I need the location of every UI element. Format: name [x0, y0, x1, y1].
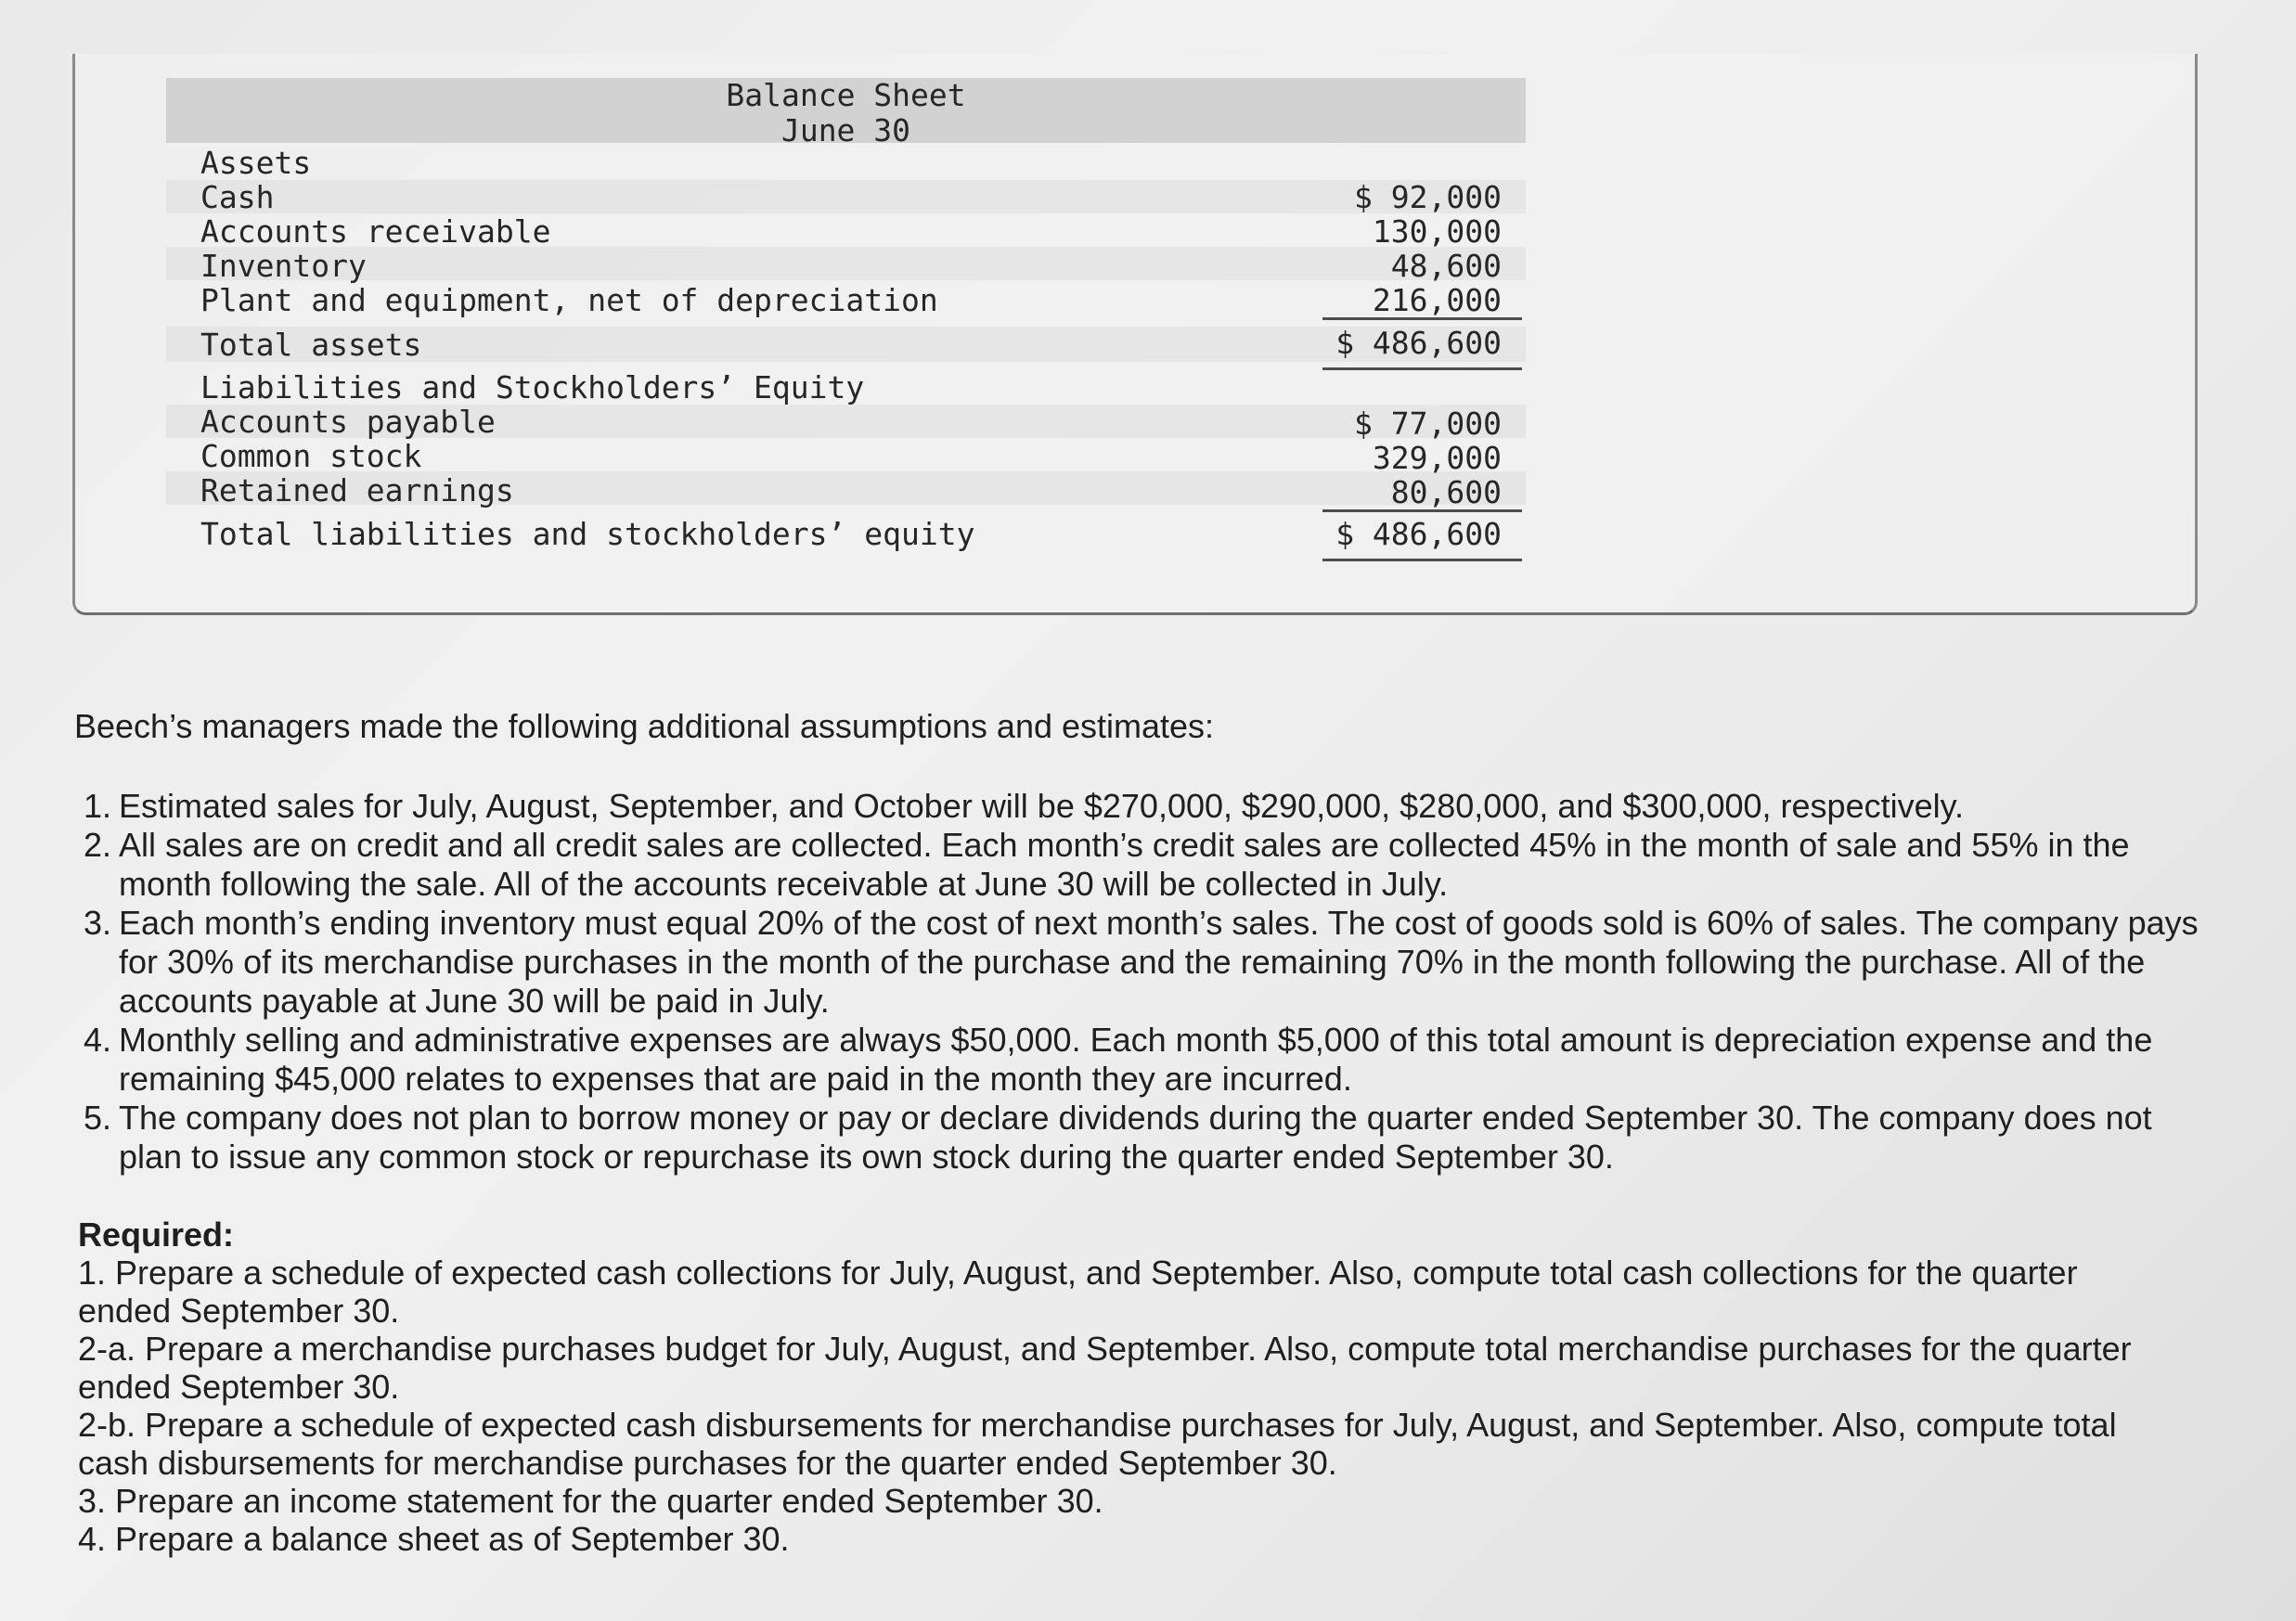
total-rule — [1322, 367, 1522, 370]
assumption-number: 2. — [84, 826, 112, 864]
assumptions-list — [74, 787, 2209, 1177]
balance-sheet-date: June 30 — [780, 112, 911, 148]
assumption-item — [74, 1099, 2209, 1177]
asset-label-inventory: Inventory — [200, 248, 367, 284]
assumption-item — [74, 787, 2209, 826]
total-liabilities-value: $ 486,600 — [1335, 516, 1502, 552]
balance-sheet-header — [166, 77, 1526, 148]
asset-value-plant-equipment: 216,000 — [1372, 282, 1502, 318]
assumption-item — [74, 826, 2209, 904]
required-item: 2-a. Prepare a merchandise purchases budget for July, August, and September. Also, compute total merchandise purchases for the quarter ended September 30. — [78, 1330, 2132, 1406]
assumption-text: Estimated sales for July, August, September, and October will be $270,000, $290,000, $280,000, and $300,000, respectively. — [119, 787, 1964, 825]
required-item: 2-b. Prepare a schedule of expected cash disbursements for merchandise purchases for July, August, and September. Also, compute total cash disbursements for merchandise purchases for the quarter ended September 30. — [78, 1406, 2117, 1482]
liability-label-accounts-payable: Accounts payable — [200, 404, 496, 440]
assumption-number: 4. — [84, 1021, 112, 1059]
equity-value-common-stock: 329,000 — [1372, 440, 1502, 476]
assumption-text: The company does not plan to borrow money or pay or declare dividends during the quarter ended September 30. The company does not plan to issue any common stock or repurchase its own stock during the quarter ended September 30. — [119, 1099, 2152, 1176]
asset-value-cash: $ 92,000 — [1354, 179, 1502, 215]
assets-heading: Assets — [200, 145, 312, 181]
subtotal-rule — [1322, 317, 1522, 320]
asset-value-accounts-receivable: 130,000 — [1372, 213, 1502, 250]
liabilities-heading: Liabilities and Stockholders’ Equity — [200, 369, 865, 405]
subtotal-rule — [1322, 509, 1522, 512]
required-heading: Required: — [78, 1216, 235, 1254]
assumption-number: 5. — [84, 1099, 112, 1137]
liability-value-accounts-payable: $ 77,000 — [1354, 405, 1502, 442]
total-assets-label: Total assets — [200, 327, 422, 363]
balance-sheet-title: Balance Sheet — [726, 77, 966, 113]
asset-label-cash: Cash — [200, 179, 275, 215]
total-liabilities-label: Total liabilities and stockholders’ equity — [200, 516, 975, 552]
assumption-number: 3. — [84, 904, 112, 942]
asset-value-inventory: 48,600 — [1390, 248, 1502, 284]
required-item: 3. Prepare an income statement for the quarter ended September 30. — [78, 1482, 1103, 1520]
equity-label-retained-earnings: Retained earnings — [200, 472, 514, 508]
assumption-item — [74, 1021, 2209, 1099]
required-section — [78, 1216, 2175, 1558]
total-assets-value: $ 486,600 — [1335, 325, 1502, 361]
assumption-item — [74, 904, 2209, 1021]
assumption-text: All sales are on credit and all credit sales are collected. Each month’s credit sales are collected 45% in the month of sale and 55% in the month following the sale. All of the accounts receivable at June 30 will be collected in July. — [119, 826, 2130, 903]
row-band — [166, 180, 1526, 213]
assumption-number: 1. — [84, 787, 112, 825]
assumption-text: Monthly selling and administrative expenses are always $50,000. Each month $5,000 of this total amount is depreciation expense and the remaining $45,000 relates to expenses that are paid in the month they are incurred. — [119, 1021, 2153, 1098]
total-rule — [1322, 559, 1522, 561]
asset-label-accounts-receivable: Accounts receivable — [200, 213, 551, 250]
assumption-text: Each month’s ending inventory must equal 20% of the cost of next month’s sales. The cost of goods sold is 60% of sales. The company pays for 30% of its merchandise purchases in the month of the purchase and the remaining 70% in the month following the purchase. All of the accounts payable at June 30 will be paid in July. — [119, 904, 2199, 1020]
required-item: 1. Prepare a schedule of expected cash collections for July, August, and September. Also, compute total cash collections for the quarter ended September 30. — [78, 1254, 2078, 1330]
required-item: 4. Prepare a balance sheet as of September 30. — [78, 1520, 790, 1558]
equity-label-common-stock: Common stock — [200, 438, 422, 474]
equity-value-retained-earnings: 80,600 — [1390, 474, 1502, 510]
row-band — [166, 247, 1526, 280]
asset-label-plant-equipment: Plant and equipment, net of depreciation — [200, 282, 938, 318]
assumptions-intro: Beech’s managers made the following additional assumptions and estimates: — [74, 707, 1215, 745]
